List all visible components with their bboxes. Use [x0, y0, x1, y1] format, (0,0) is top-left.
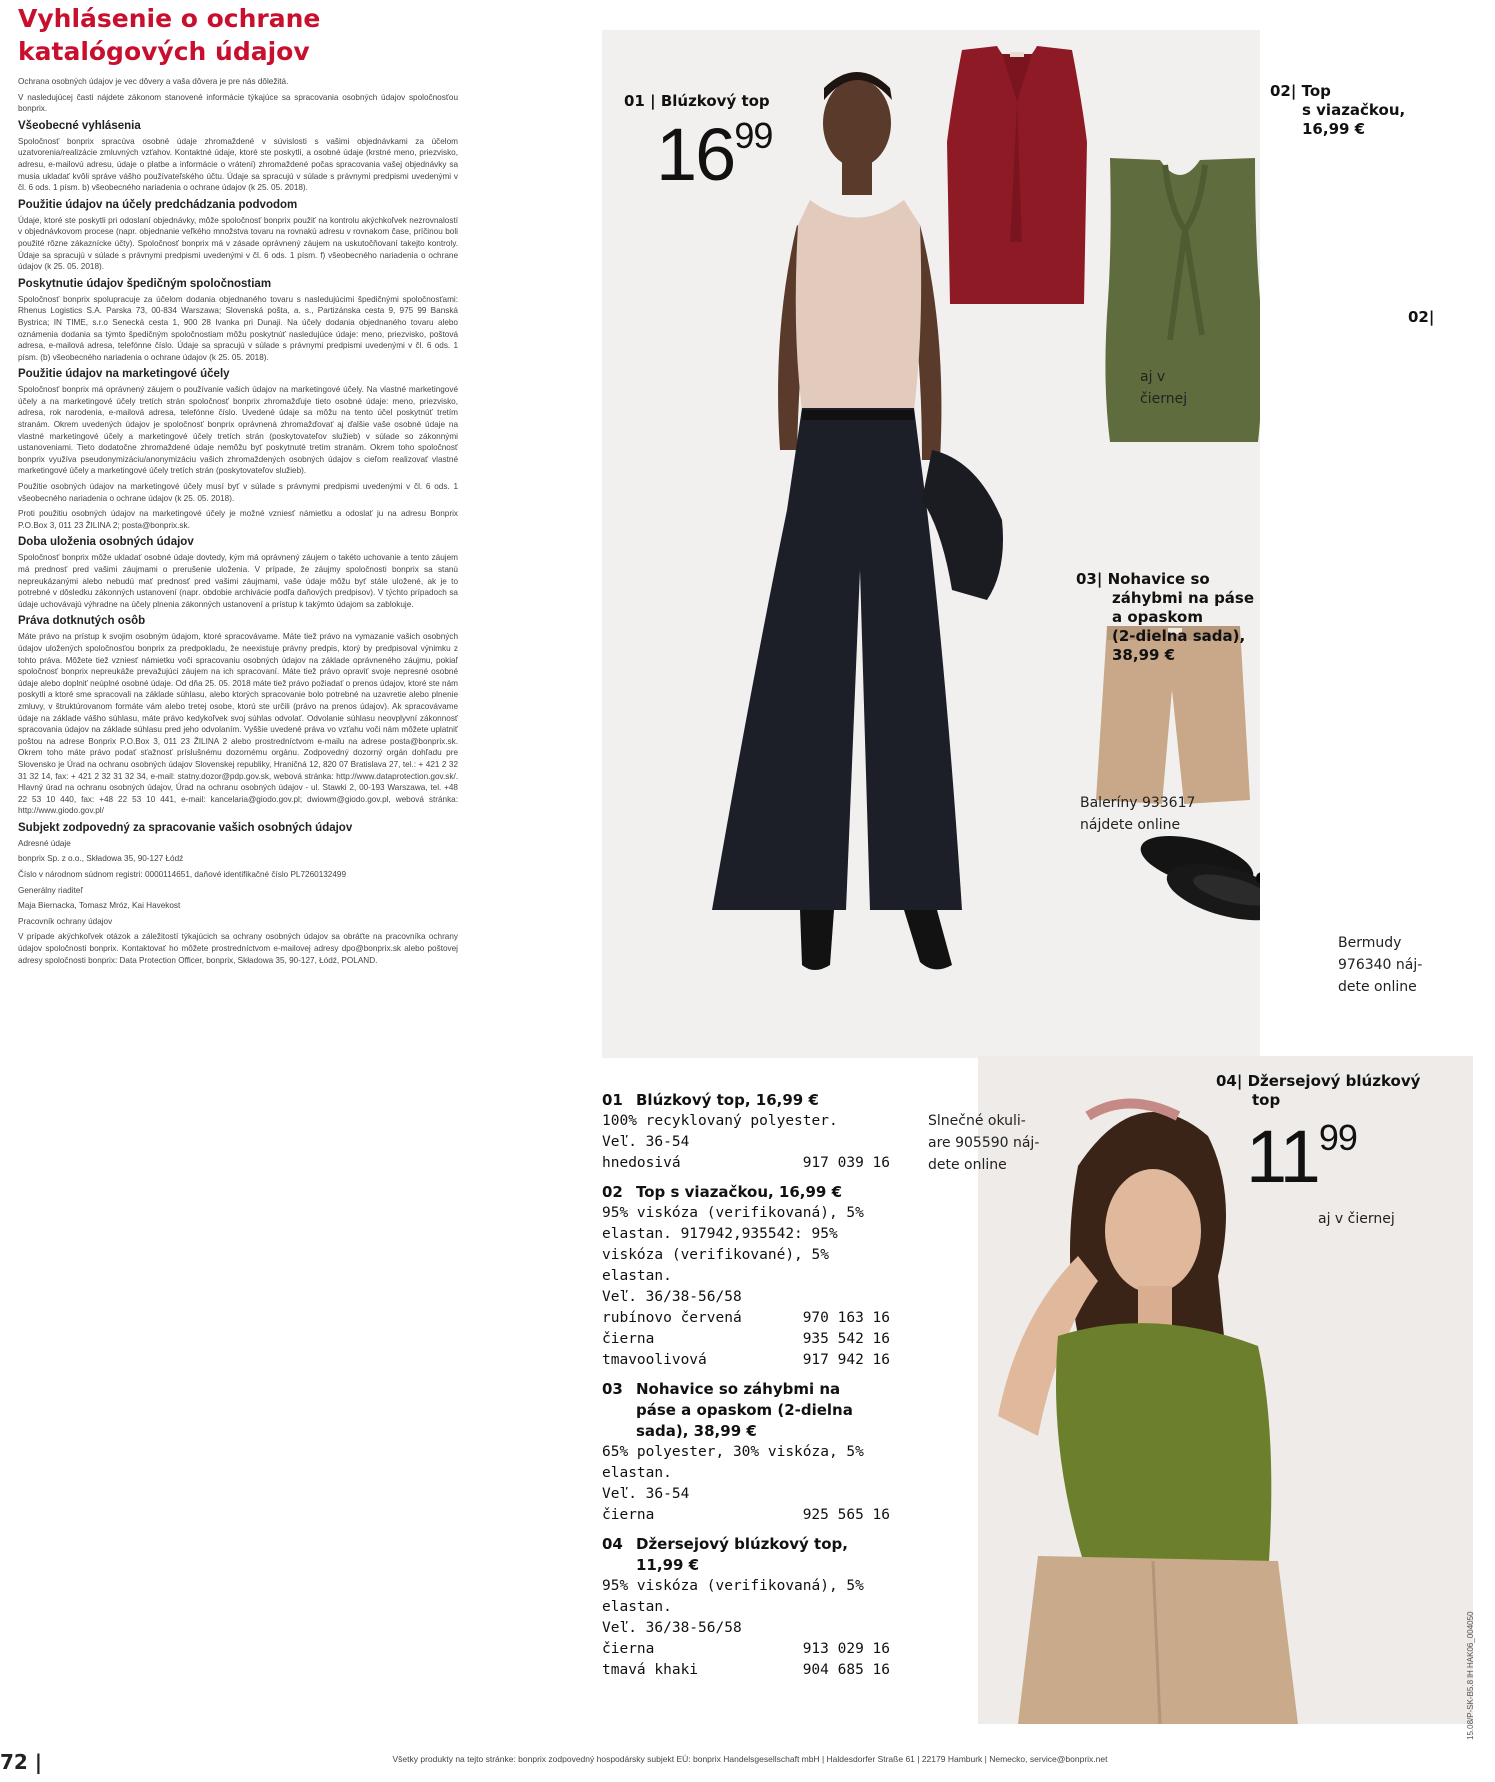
- product-detail-line: Veľ. 36-54: [602, 1486, 690, 1502]
- product-color-name: hnedosivá: [602, 1155, 681, 1171]
- product-color-row: [602, 1505, 902, 1526]
- price-04: [1246, 1115, 1357, 1198]
- legal-section-heading: Použitie údajov na účely predchádzania podvodom: [18, 198, 298, 211]
- page-number: 72 |: [0, 1750, 43, 1774]
- legal-paragraph: Ochrana osobných údajov je vec dôvery a vaša dôvera je pre nás dôležitá.: [18, 77, 289, 86]
- note-ballerinas-line2: nájdete online: [1080, 817, 1181, 833]
- legal-section: [18, 367, 458, 531]
- price-04-cents: 99: [1318, 1117, 1357, 1158]
- vertical-catalog-code: 15.08/P-SK-B5.8 lH HAK06_004050: [1466, 1611, 1475, 1740]
- product-order-code: 904 685 16: [802, 1662, 890, 1678]
- callout-03-line4: (2-dielna sada),: [1112, 627, 1246, 645]
- product-color-row: [602, 1329, 902, 1350]
- maroon-top-photo: [932, 42, 1102, 312]
- product-color-row: [602, 1660, 902, 1681]
- legal-paragraph: Spoločnosť bonprix má oprávnený záujem o používanie vašich údajov na marketingové účely. Na vlastné marketingové účely a na marketingové účely tretích strán spoločnosť bonprix zhromažďuje tieto osobné údaje: meno, priezvisko, adresa, rok narodenia, e-mailová adresa, telefónne číslo. Uvedené údaje sa môžu na tento účel poskytnúť tretím stranám. Okrem uvedených údajov je spoločnosť bonprix oprávnená zhromažďovať aj ďalšie vaše osobné údaje na vlastné marketingové účely a marketingové účely tretích strán (poskytovateľov služieb) v súlade so zákonnými ustanoveniami. Tieto dodatočne zhromaždené údaje nemôžu byť poskytnuté tretím stranám. Okrem toho spoločnosť bonprix využíva pseudonymizáciu/anonymizáciu vašich zhromaždených osobných údajov s cieľom realizovať vlastné marketingové účely a marketingové účely tretích strán (poskytovateľov služieb).: [18, 385, 458, 476]
- ballerina-shoes-photo: [1132, 820, 1260, 930]
- product-color-name: čierna: [602, 1507, 655, 1523]
- product-title-line: Džersejový blúzkový top,: [636, 1535, 848, 1553]
- note-bermudy-line1: Bermudy: [1338, 935, 1402, 951]
- legal-paragraph: Pracovník ochrany údajov: [18, 916, 113, 926]
- product-order-code: 913 029 16: [802, 1641, 890, 1657]
- note-bermudy-line2: 976340 náj-: [1338, 957, 1423, 973]
- callout-03-line3: a opaskom: [1112, 608, 1203, 626]
- callout-01-number: 01: [624, 92, 645, 110]
- product-detail-line: 95% viskóza (verifikovaná), 5%: [602, 1205, 864, 1221]
- product-number: 01: [602, 1091, 623, 1109]
- legal-section: [18, 198, 458, 273]
- price-01-main: 16: [656, 113, 735, 196]
- product-number: 03: [602, 1380, 623, 1398]
- legal-section-heading: Subjekt zodpovedný za spracovanie vašich osobných údajov: [18, 821, 353, 834]
- product-detail-line: 100% recyklovaný polyester.: [602, 1113, 838, 1129]
- legal-paragraph: Číslo v národnom súdnom registri: 0000114651, daňové identifikačné číslo PL7260132499: [18, 870, 347, 880]
- product-title: [602, 1182, 902, 1203]
- note-04-also-black: aj v čiernej: [1318, 1211, 1395, 1227]
- privacy-notice-body: [18, 76, 458, 966]
- callout-02: 02| Top s viazačkou, 16,99 €: [1270, 82, 1406, 138]
- legal-paragraph: Spoločnosť bonprix spolupracuje za účelom dodania objednaného tovaru s nasledujúcimi špedičnými spoločnosťami: Rhenus Logistics S.A. Parska 73, 00-834 Warszawa; Slovenská pošta, a. s., Partizánska cesta 9, 975 99 Banská Bystrica; IN TIME, s.r.o Senecká cesta 1, 900 28 Ivanka pri Dunaji. Na účely dodania objednaného tovaru alebo oznámenia dodania sa týmto špedičným spoločnostiam môžu poskytnúť nasledujúce údaje: meno, priezvisko, poštová adresa, e-mailová adresa, telefónne číslo. Údaje sa spracujú v súlade s právnymi predpismi uvedenými v čl. 6 ods. 1 písm. (b) všeobecného nariadenia o ochrane údajov (k 25. 05. 2018).: [18, 294, 458, 362]
- product-detail-line: 65% polyester, 30% viskóza, 5%: [602, 1444, 864, 1460]
- privacy-notice-column: [18, 0, 458, 1750]
- product-detail-line: viskóza (verifikované), 5% elastan.: [602, 1247, 829, 1284]
- note-ballerinas: [1080, 792, 1195, 836]
- second-photo-model: [978, 1056, 1473, 1724]
- legal-section-heading: Poskytnutie údajov špedičným spoločnostiam: [18, 277, 272, 290]
- legal-paragraph: Spoločnosť bonprix môže ukladať osobné údaje dovtedy, kým má oprávnený záujem o takéto uchovanie a tento záujem má prednosť pred vašimi záujmami o prerušenie uloženia. V prípade, že záujmy spoločnosti bonprix sa stanú nepreukázanými alebo nebudú mať prednosť pred vašimi záujmami, vaše údaje môžu byť stále uložené, ak je to potrebné v dôsledku zákonných ustanovení (napr. obdobie archivácie podľa daňových predpisov). V týchto prípadoch sa údaje uchovávajú výhradne na účely plnenia zákonných ustanovení a prístup k takýmto údajom sa zablokuje.: [18, 553, 458, 609]
- product-order-code: 935 542 16: [802, 1331, 890, 1347]
- callout-03-price: 38,99 €: [1112, 646, 1176, 664]
- legal-section: [18, 119, 458, 194]
- product-title: [602, 1534, 902, 1576]
- callout-04: 04| Džersejový blúzkový top: [1216, 1072, 1421, 1109]
- note-bermudy-line3: dete online: [1338, 979, 1417, 995]
- legal-section-heading: Doba uloženia osobných údajov: [18, 536, 194, 549]
- product-title-line: sada), 38,99 €: [636, 1422, 757, 1440]
- product-title-line: páse a opaskom (2-dielna: [636, 1401, 853, 1419]
- product-detail-line: Veľ. 36/38-56/58: [602, 1620, 742, 1636]
- product-title: [602, 1090, 902, 1111]
- legal-section-heading: Všeobecné vyhlásenia: [18, 119, 141, 132]
- product-color-name: čierna: [602, 1641, 655, 1657]
- callout-02-number: 02: [1270, 82, 1291, 100]
- callout-04-number: 04: [1216, 1072, 1237, 1090]
- legal-section-heading: Použitie údajov na marketingové účely: [18, 368, 230, 381]
- product-color-row: [602, 1153, 902, 1174]
- callout-02-olive: 02|: [1408, 308, 1435, 326]
- legal-section: [18, 277, 458, 364]
- note-sunglasses-line2: are 905590 náj-: [928, 1135, 1040, 1151]
- product-order-code: 925 565 16: [802, 1507, 890, 1523]
- product-detail-line: elastan.: [602, 1599, 672, 1615]
- note-sunglasses: [928, 1110, 1039, 1176]
- product-detail-line: elastan. 917942,935542: 95%: [602, 1226, 838, 1242]
- legal-paragraph: Generálny riaditeľ: [18, 885, 83, 895]
- legal-paragraph: Spoločnosť bonprix spracúva osobné údaje zhromaždené v súvislosti s vašimi objednávkami za účelom uzatvorenia/realizácie zmluvných vzťahov. Kontaktné údaje, ktoré ste poskytli, a osobné údaje (krstné meno, priezvisko, adresu, e-mailovú adresu, údaje o platbe a informácie o vrátení) zhromaždené počas spracovania vašej objednávky sa musia ukladať kvôli správe vášho používateľského účtu. Údaje sa spracujú v súlade s právnymi predpismi uvedenými v čl. 6 ods. 1 písm. b) všeobecného nariadenia o ochrane údajov (k 25. 05. 2018).: [18, 136, 458, 193]
- footer-imprint: Všetky produkty na tejto stránke: bonprix zodpovedný hospodársky subjekt EÚ: bonprix Handelsgesellschaft mbH | Haldesdorfer Straße 61 | 22179 Hamburk | Nemecko, service@bonprix.net: [392, 1754, 1108, 1764]
- legal-section: [18, 76, 458, 115]
- legal-paragraph: Použitie osobných údajov na marketingové účely musí byť v súlade s právnymi predpismi uvedenými v čl. 6 ods. 1 všeobecného nariadenia o ochrane údajov (k 25. 05. 2018).: [18, 482, 458, 503]
- product-order-code: 970 163 16: [802, 1310, 890, 1326]
- product-color-row: [602, 1308, 902, 1329]
- product-color-name: čierna: [602, 1331, 655, 1347]
- legal-section-heading: Práva dotknutých osôb: [18, 615, 146, 628]
- legal-paragraph: V prípade akýchkoľvek otázok a záležitostí týkajúcich sa ochrany osobných údajov sa obráťte na pracovníka ochrany údajov spoločnosti bonprix. Kontaktovať ho môžete prostredníctvom e-mailovej adresy dpo@bonprix.sk alebo poštovej adresy spoločnosti bonprix: Data Protection Officer, bonprix, Składowa 35, 90-127, Łódź, POLAND.: [18, 932, 458, 965]
- callout-02-line1: Top: [1301, 82, 1331, 100]
- product-color-row: [602, 1639, 902, 1660]
- product-title-text: [636, 1534, 848, 1576]
- legal-paragraph: bonprix Sp. z o.o., Składowa 35, 90-127 Łódź: [18, 854, 184, 864]
- legal-paragraph: Proti použitiu osobných údajov na marketingové účely je možné vzniesť námietku a odoslať ju na adresu Bonprix P.O.Box 3, 011 23 ŽILINA 2; posta@bonprix.sk.: [18, 509, 458, 530]
- callout-01-label: Blúzkový top: [660, 92, 770, 110]
- legal-paragraph: Adresné údaje: [18, 838, 71, 848]
- legal-paragraph: V nasledujúcej časti nájdete zákonom stanovené informácie týkajúce sa spracovania osobných údajov spoločnosťou bonprix.: [18, 92, 458, 114]
- product-color-name: tmavoolivová: [602, 1352, 707, 1368]
- legal-paragraph: Maja Biernacka, Tomasz Mróz, Kai Havekost: [18, 901, 181, 911]
- callout-03-line2: záhybmi na páse: [1112, 589, 1255, 607]
- privacy-notice-title: Vyhlásenie o ochrane katalógových údajov: [18, 4, 321, 66]
- product-title: [602, 1379, 902, 1442]
- product-number: 02: [602, 1183, 623, 1201]
- model2-illustration: [978, 1056, 1473, 1724]
- note-ballerinas-line1: Baleríny 933617: [1080, 795, 1196, 811]
- product-title-line: Top s viazačkou, 16,99 €: [636, 1183, 843, 1201]
- product-title-line: Blúzkový top, 16,99 €: [636, 1091, 819, 1109]
- product-item: [602, 1182, 902, 1371]
- legal-section: [18, 535, 458, 610]
- legal-section: [18, 821, 458, 966]
- product-detail-line: elastan.: [602, 1465, 672, 1481]
- callout-03: 03| Nohavice so záhybmi na páse a opaskom (2-dielna sada), 38,99 €: [1076, 570, 1255, 664]
- note-sunglasses-line3: dete online: [928, 1157, 1007, 1173]
- legal-paragraph: Máte právo na prístup k svojim osobným údajom, ktoré spracovávame. Máte tiež právo na vymazanie vašich osobných údajov uložených spoločnosťou bonprix za predpokladu, že neexistuje právny predpis, ktorý by predpisoval výnimku z tohto práva. Môžete tiež vzniesť námietku voči spracovaniu osobných údajov na základe oprávneného záujmu, pokiaľ spoločnosť bonprix nepreukáže prevažujúci záujem na ich spracovaní. Máte tiež právo opraviť svoje nepresné osobné údaje alebo doplniť neúplné osobné údaje. Od dňa 25. 05. 2018 máte tiež právo požiadať o prenos údajov, ktoré ste nám poskytli a ktoré sme spracovali na základe súhlasu, alebo ktorých spracovanie bolo potrebné na uzavretie alebo plnenie zmluvy, v štruktúrovanom formáte vám alebo tretej osobe, ktorú ste určili (právo na prenos údajov). Ak spracovávame údaje na základe vášho súhlasu, máte právo kedykoľvek svoj súhlas odvolať. Odvolanie súhlasu neovplyvní zákonnosť spracovania údajov na základe súhlasu pred jeho odvolaním. Vyššie uvedené práva vo vzťahu voči nám môžete uplatniť poštou na adrese Bonprix P.O.Box 3, 011 23 ŽILINA 2 alebo prostredníctvom e-mailu na adrese posta@bonprix.sk. Okrem toho máte právo podať sťažnosť príslušnému dozornému orgánu. Zodpovedný dozorný orgán dohľadu pre Slovensko je Úrad na ochranu osobných údajov Slovenskej republiky, Hraničná 12, 820 07 Bratislava 27, tel.: + 421 2 32 31 32 14, fax: + 421 2 32 31 32 34, e-mail: statny.dozor@pdp.gov.sk, webová stránka: http://www.dataprotection.gov.sk/. Hlavný úrad na ochranu osobných údajov, Úrad na ochranu osobných údajov - ul. Stawki 2, 00-193 Warszawa, tel. +48 22 53 10 440, fax: +48 22 53 10 441, e-mail: kancelaria@giodo.gov.pl; dwiowm@giodo.gov.pl, webová stránka: http://www.giodo.gov.pl/: [18, 632, 458, 816]
- note-sunglasses-line1: Slnečné okuli-: [928, 1113, 1026, 1129]
- product-number: 04: [602, 1535, 623, 1553]
- product-detail-line: 95% viskóza (verifikovaná), 5%: [602, 1578, 864, 1594]
- callout-01: 01 | Blúzkový top: [624, 92, 770, 110]
- product-title-text: [636, 1090, 819, 1111]
- legal-section: [18, 614, 458, 817]
- callout-02-line2: s viazačkou,: [1302, 101, 1406, 119]
- product-color-row: [602, 1350, 902, 1371]
- product-item: [602, 1534, 902, 1681]
- price-01: [656, 113, 773, 196]
- product-detail-line: Veľ. 36/38-56/58: [602, 1289, 742, 1305]
- legal-paragraph: Údaje, ktoré ste poskytli pri odoslaní objednávky, môže spoločnosť bonprix použiť na kontrolu akýchkoľvek nezrovnalostí v objednávkovom procese (napr. objednanie veľkého množstva tovaru na rovnakú adresu v rovnakom čase, príčinou boli použité rôzne zákaznícke účty). Spoločnosť bonprix má v zásade oprávnený záujem na uskutočňovaní takejto kontroly. Údaje sa spracujú v súlade s právnymi predpismi uvedenými v čl. 6 ods. 1 písm. f) všeobecného nariadenia o ochrane údajov (k 25. 05. 2018).: [18, 215, 458, 272]
- product-title-line: 11,99 €: [636, 1556, 700, 1574]
- product-order-code: 917 942 16: [802, 1352, 890, 1368]
- note-bermudy: [1338, 932, 1422, 998]
- callout-03-line1: Nohavice so: [1107, 570, 1210, 588]
- product-title-text: [636, 1182, 842, 1203]
- callout-02b-number: 02: [1408, 308, 1429, 326]
- note-also-black: [1140, 366, 1187, 410]
- product-color-name: rubínovo červená: [602, 1310, 742, 1326]
- callout-03-number: 03: [1076, 570, 1097, 588]
- product-item: [602, 1090, 902, 1174]
- price-04-main: 11: [1246, 1115, 1319, 1198]
- product-title-line: Nohavice so záhybmi na: [636, 1380, 841, 1398]
- callout-04-line2: top: [1252, 1091, 1281, 1109]
- callout-02-price: 16,99 €: [1302, 120, 1366, 138]
- note-also-black-line1: aj v: [1140, 369, 1166, 385]
- product-item: [602, 1379, 902, 1526]
- callout-04-line1: Džersejový blúzkový: [1247, 1072, 1421, 1090]
- product-order-code: 917 039 16: [802, 1155, 890, 1171]
- product-color-name: tmavá khaki: [602, 1662, 699, 1678]
- product-title-text: [636, 1379, 853, 1442]
- price-01-cents: 99: [734, 115, 773, 156]
- product-detail-line: Veľ. 36-54: [602, 1134, 690, 1150]
- note-also-black-line2: čiernej: [1140, 391, 1188, 407]
- product-list: [602, 1090, 902, 1689]
